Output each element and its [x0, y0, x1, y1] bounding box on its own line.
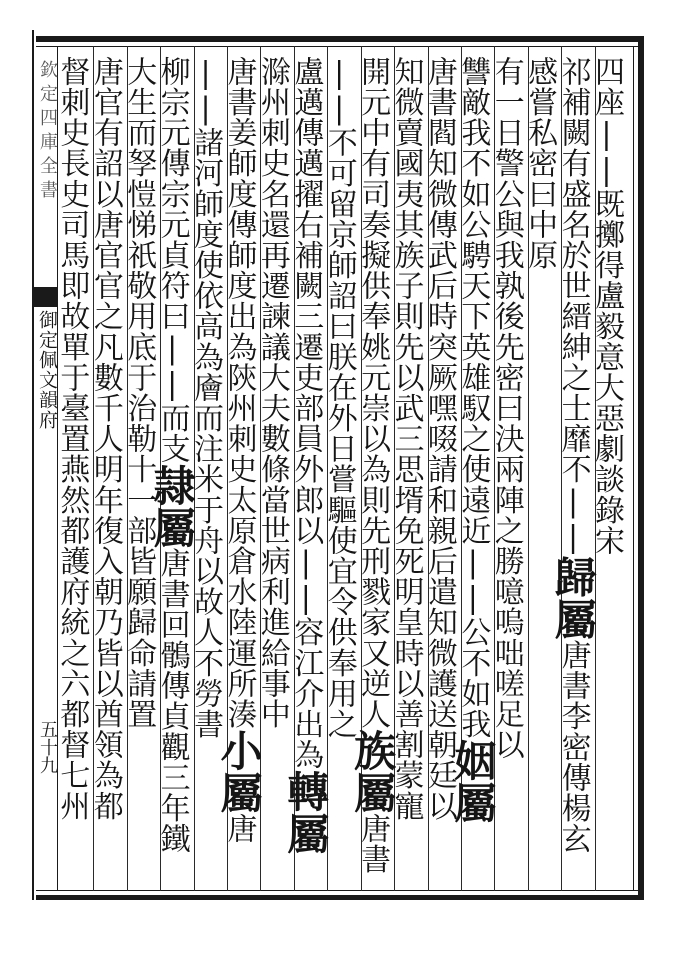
column-text: ||不可留京師詔曰朕在外日嘗驅使宜令供奉用之: [321, 56, 357, 740]
heading-character: 隷: [147, 463, 197, 506]
text-column: [388, 56, 426, 886]
column-text: 讐敵我不如公騁天下英雄馭之使遠近||公不如我: [455, 56, 491, 740]
text-column: [448, 56, 498, 886]
heading-character: 屬: [548, 597, 598, 640]
text-column: [421, 56, 460, 886]
column-text: 盧邁傳邁擢右補闕三遷吏部員外郎以||容江介出為: [288, 56, 324, 770]
heading-character: 屬: [448, 781, 498, 824]
heading-character: 姻: [448, 739, 498, 782]
frame-right-inner-line: [633, 46, 634, 891]
text-column: [188, 56, 226, 886]
column-text: 蒙寵: [388, 759, 424, 822]
text-column: [121, 56, 159, 886]
column-text: 有一日警公與我孰後先密曰決兩陣之勝噫嗚咄嗟足以: [488, 56, 524, 760]
heading-character: 族: [348, 729, 398, 772]
text-column: [488, 56, 526, 886]
heading-character: 歸: [548, 555, 598, 598]
text-column: [522, 56, 560, 886]
column-text: 感嘗私密曰中原: [522, 56, 558, 271]
column-text: 柳宗元傳宗元貞符曰||而支: [154, 56, 190, 464]
heading-character: 轉: [281, 769, 331, 812]
column-text: 四座||既擲得盧毅意大惡劇談錄宋: [588, 56, 624, 556]
column-text: 督刺史長史司馬即故單于臺置燕然都護府統之六都督七州: [54, 56, 90, 821]
spine-faded-text: 欽定四庫全書: [37, 60, 58, 204]
text-column: [254, 56, 292, 886]
text-column: [348, 56, 398, 886]
heading-character: 屬: [147, 505, 197, 548]
heading-character: 屬: [214, 771, 264, 814]
text-column: [321, 56, 359, 886]
page-number: 五十九: [37, 720, 58, 774]
frame-right-border: [638, 36, 644, 900]
text-column: [214, 56, 264, 886]
column-text: 唐: [221, 813, 257, 844]
column-text: 唐書: [355, 813, 391, 875]
column-text: 唐書回鶻傳貞觀三年鐵: [154, 547, 190, 854]
column-text: 祁補闕有盛名於世縉紳之士靡不||: [555, 56, 591, 556]
heading-character: 小: [214, 729, 264, 772]
book-title: 御定佩文韻府: [36, 310, 58, 430]
text-column: [548, 56, 598, 886]
column-text: 知微賣國夷其族子則先以武三思壻免死明皇時以善割: [388, 56, 424, 760]
column-text: 唐官有詔以唐官官之凡數千人明年復入朝乃皆以酋領為都: [87, 56, 123, 821]
text-column: [147, 56, 197, 886]
spine-outer-line: [32, 30, 34, 900]
frame-top-border: [36, 36, 644, 42]
frame-bottom-border: [36, 895, 640, 900]
text-column: [588, 56, 627, 886]
column-text: 書: [188, 708, 224, 740]
text-column: [87, 56, 125, 886]
text-column: [281, 56, 331, 886]
column-text: 唐書李密傳楊玄: [555, 639, 591, 854]
column-text: 勒十一部皆願歸命請置: [121, 423, 157, 730]
heading-character: 屬: [348, 771, 398, 814]
column-text: 開元中有司奏擬供奉姚元崇以為則先刑戮家又逆人: [355, 56, 391, 730]
column-text: ||諸河師度使依高為廥而注米于舟以故人不勞: [188, 56, 224, 709]
column-text: 唐書閻知微傳武后時突厥嘿啜請和親后遣知微護送朝廷以: [421, 56, 457, 821]
column-text: 唐書姜師度傳師度出為陝州刺史太原倉水陸運所湊: [221, 56, 257, 730]
heading-character: 屬: [281, 811, 331, 854]
column-text: 滁州刺史名還再遷諫議大夫數條當世病利進給事中: [254, 56, 290, 730]
column-text: 大生而孥愷悌祇敬用底于治: [121, 56, 157, 424]
text-column: [54, 56, 92, 886]
